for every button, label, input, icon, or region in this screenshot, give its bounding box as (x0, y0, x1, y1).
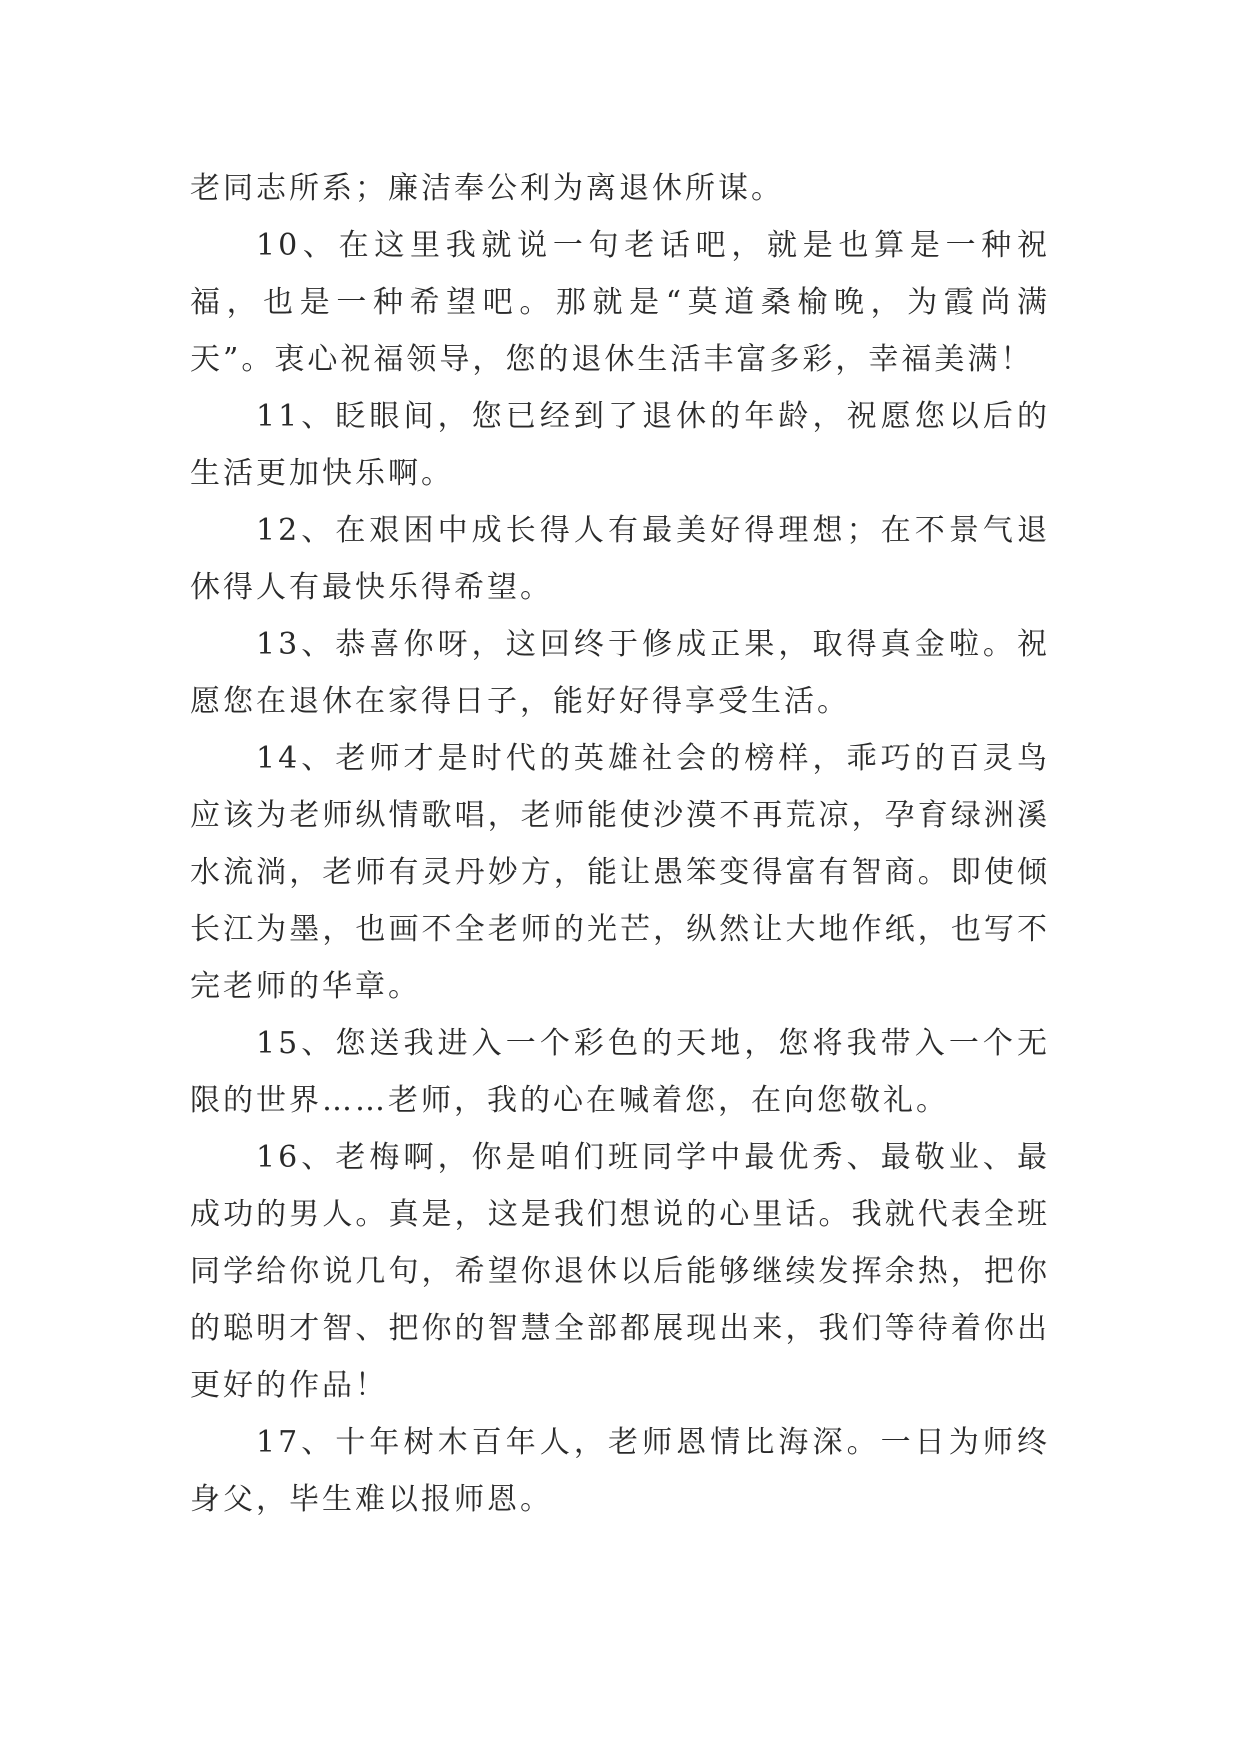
paragraph-12: 12、在艰困中成长得人有最美好得理想；在不景气退休得人有最快乐得希望。 (190, 513, 1050, 605)
paragraph-10: 10、在这里我就说一句老话吧，就是也算是一种祝福，也是一种希望吧。那就是“莫道桑榆晚，为霞尚满天”。衷心祝福领导，您的退休生活丰富多彩，幸福美满！ (190, 228, 1050, 377)
paragraph-14: 14、老师才是时代的英雄社会的榜样，乖巧的百灵鸟应该为老师纵情歌唱，老师能使沙漠不再荒凉，孕育绿洲溪水流淌，老师有灵丹妙方，能让愚笨变得富有智商。即使倾长江为墨，也画不全老师的光芒，纵然让大地作纸，也写不完老师的华章。 (190, 741, 1050, 1004)
paragraph-16: 16、老梅啊，你是咱们班同学中最优秀、最敬业、最成功的男人。真是，这是我们想说的心里话。我就代表全班同学给你说几句，希望你退休以后能够继续发挥余热，把你的聪明才智、把你的智慧全部都展现出来，我们等待着你出更好的作品！ (190, 1140, 1050, 1403)
paragraph-13: 13、恭喜你呀，这回终于修成正果，取得真金啦。祝愿您在退休在家得日子，能好好得享受生活。 (190, 627, 1050, 719)
paragraph-15: 15、您送我进入一个彩色的天地，您将我带入一个无限的世界……老师，我的心在喊着您，在向您敬礼。 (190, 1026, 1050, 1118)
paragraph-continued: 老同志所系；廉洁奉公利为离退休所谋。 (190, 171, 784, 206)
document-body (190, 160, 1050, 1528)
paragraph-17: 17、十年树木百年人，老师恩情比海深。一日为师终身父，毕生难以报师恩。 (190, 1425, 1050, 1517)
paragraph-11: 11、眨眼间，您已经到了退休的年龄，祝愿您以后的生活更加快乐啊。 (190, 399, 1050, 491)
